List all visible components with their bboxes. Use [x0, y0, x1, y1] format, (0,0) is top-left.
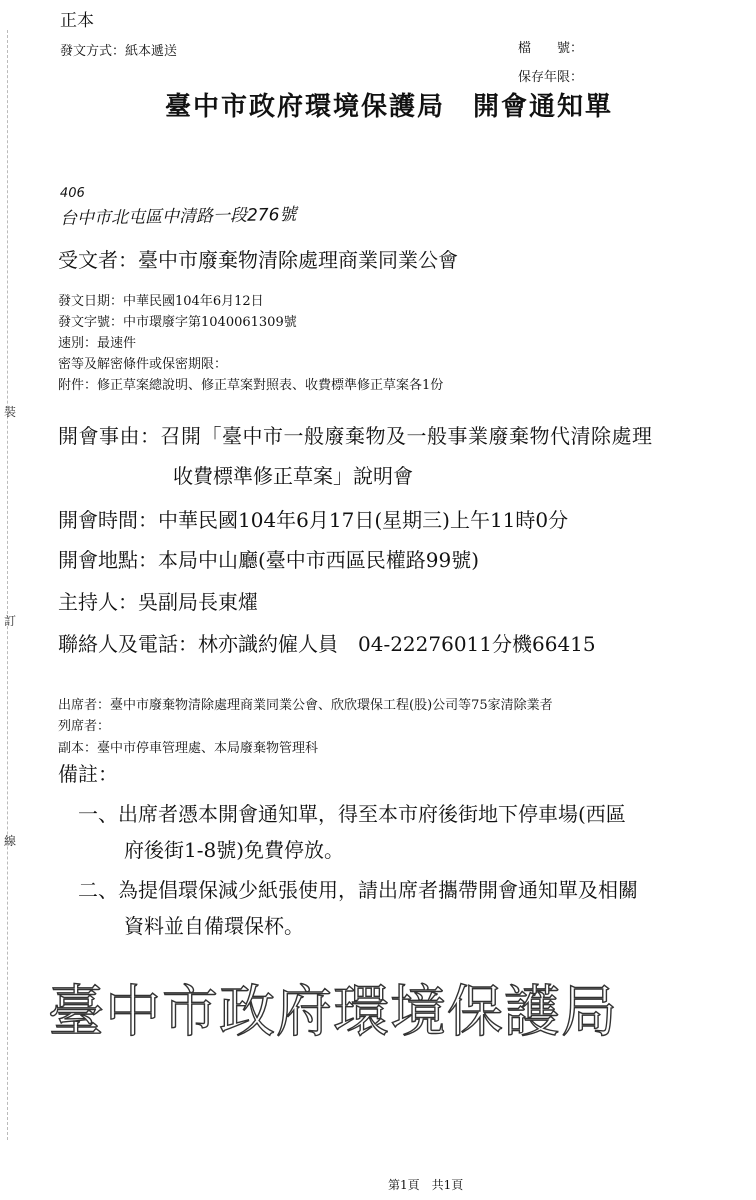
- attendees-present: 出席者：臺中市廢棄物清除處理商業同業公會、欣欣環保工程(股)公司等75家清除業者: [58, 698, 553, 713]
- delivery-speed: 速別：最速件: [58, 336, 137, 351]
- meeting-reason-cont: 收費標準修正草案」說明會: [173, 464, 413, 488]
- copy-mark: 正本: [60, 11, 94, 31]
- send-method: 發文方式：紙本遞送: [60, 44, 178, 59]
- attachments: 附件：修正草案總說明、修正草案對照表、收費標準修正草案各1份: [58, 378, 444, 393]
- document-title: 臺中市政府環境保護局 開會通知單: [165, 92, 614, 122]
- meeting-reason: 開會事由：召開「臺中市一般廢棄物及一般事業廢棄物代清除處理: [58, 424, 653, 448]
- file-number: 檔 號：: [518, 41, 584, 56]
- attendees-observers: 列席者：: [58, 719, 111, 734]
- note-item-2: 二、為提倡環保減少紙張使用，請出席者攜帶開會通知單及相關: [78, 878, 638, 902]
- binding-margin-line: [7, 30, 9, 1140]
- secrecy-level: 密等及解密條件或保密期限：: [58, 357, 228, 372]
- note-item-2-cont: 資料並自備環保杯。: [124, 914, 304, 938]
- binding-mark-ding: 訂: [4, 614, 17, 628]
- retention-period: 保存年限：: [518, 70, 584, 85]
- meeting-place: 開會地點：本局中山廳(臺中市西區民權路99號): [58, 548, 480, 572]
- handwritten-address: 台中市北屯區中清路一段276號: [59, 204, 297, 229]
- issue-date: 發文日期：中華民國104年6月12日: [58, 294, 264, 309]
- meeting-time: 開會時間：中華民國104年6月17日(星期三)上午11時0分: [58, 508, 569, 532]
- binding-mark-zhuang: 裝: [4, 405, 17, 419]
- note-item-1: 一、出席者憑本開會通知單，得至本市府後街地下停車場(西區: [78, 802, 626, 826]
- contact-person: 聯絡人及電話：林亦識約僱人員 04-22276011分機66415: [58, 632, 596, 656]
- binding-mark-xian: 線: [4, 834, 17, 848]
- meeting-host: 主持人：吳副局長東燿: [58, 590, 258, 614]
- note-item-1-cont: 府後街1-8號)免費停放。: [124, 838, 345, 862]
- recipient: 受文者：臺中市廢棄物清除處理商業同業公會: [58, 248, 458, 272]
- notes-heading: 備註：: [58, 762, 118, 786]
- page-footer: 第1頁 共1頁: [388, 1178, 464, 1192]
- document-number: 發文字號：中市環廢字第1040061309號: [58, 315, 297, 330]
- handwritten-postcode: 406: [59, 185, 85, 201]
- copies-to: 副本：臺中市停車管理處、本局廢棄物管理科: [58, 741, 319, 756]
- agency-stamp: 臺中市政府環境保護局: [48, 980, 618, 1045]
